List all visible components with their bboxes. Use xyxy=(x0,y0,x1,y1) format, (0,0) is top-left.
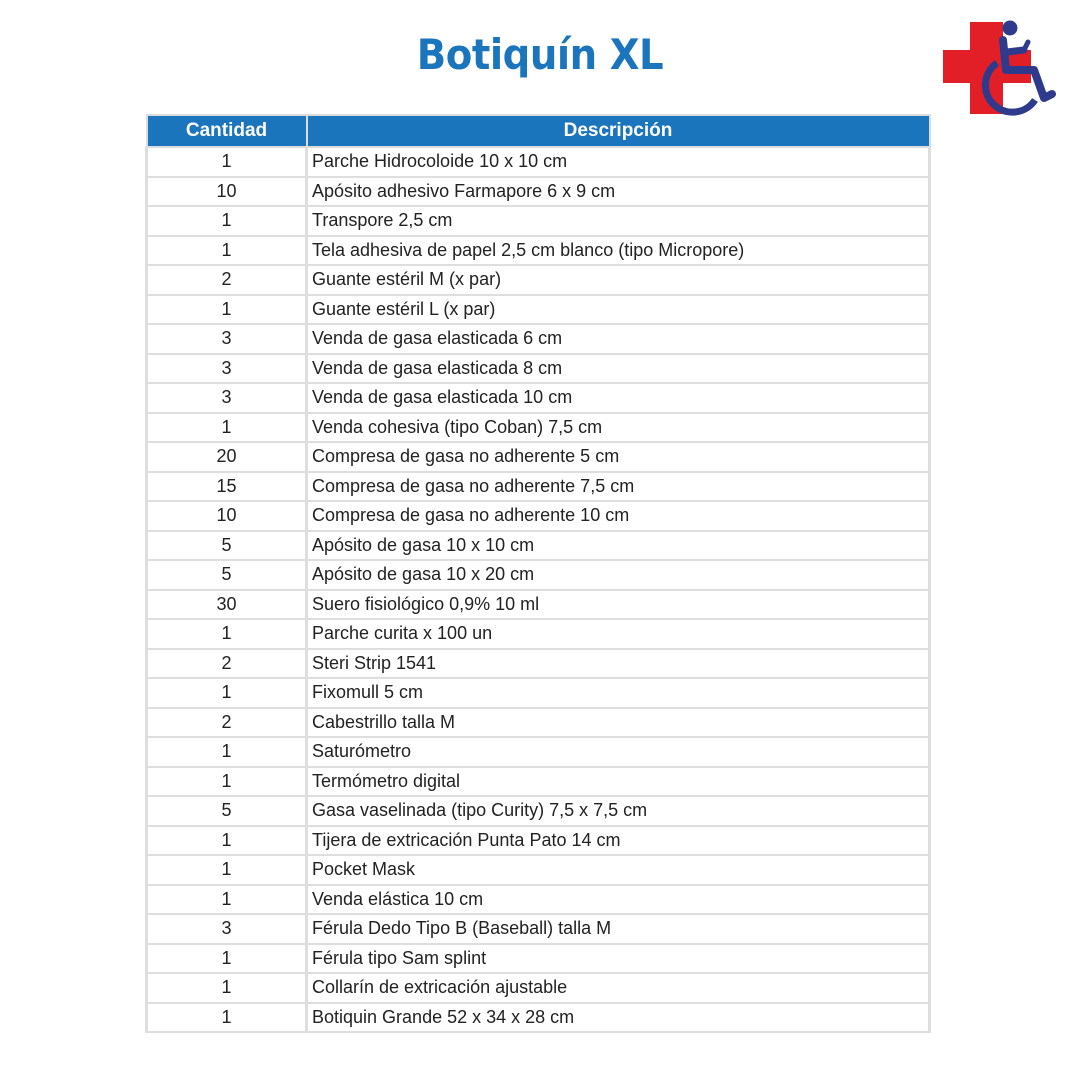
quantity-cell: 1 xyxy=(147,295,307,325)
table-header-row xyxy=(147,115,930,147)
description-cell: Apósito adhesivo Farmapore 6 x 9 cm xyxy=(307,177,930,207)
quantity-cell: 1 xyxy=(147,413,307,443)
quantity-cell: 5 xyxy=(147,531,307,561)
description-cell: Gasa vaselinada (tipo Curity) 7,5 x 7,5 cm xyxy=(307,796,930,826)
table-row xyxy=(147,855,930,885)
quantity-cell: 1 xyxy=(147,236,307,266)
table-row xyxy=(147,236,930,266)
table-row xyxy=(147,324,930,354)
quantity-cell: 5 xyxy=(147,560,307,590)
description-cell: Venda de gasa elasticada 6 cm xyxy=(307,324,930,354)
description-cell: Compresa de gasa no adherente 10 cm xyxy=(307,501,930,531)
description-cell: Suero fisiológico 0,9% 10 ml xyxy=(307,590,930,620)
quantity-cell: 3 xyxy=(147,383,307,413)
quantity-cell: 1 xyxy=(147,147,307,177)
quantity-cell: 1 xyxy=(147,855,307,885)
table-row xyxy=(147,472,930,502)
table-row xyxy=(147,442,930,472)
first-aid-wheelchair-icon xyxy=(940,18,1065,118)
description-cell: Venda elástica 10 cm xyxy=(307,885,930,915)
quantity-cell: 2 xyxy=(147,708,307,738)
description-cell: Parche curita x 100 un xyxy=(307,619,930,649)
quantity-cell: 1 xyxy=(147,885,307,915)
table-row xyxy=(147,560,930,590)
quantity-cell: 15 xyxy=(147,472,307,502)
quantity-cell: 20 xyxy=(147,442,307,472)
table-row xyxy=(147,649,930,679)
table-row xyxy=(147,737,930,767)
column-header-quantity: Cantidad xyxy=(147,115,307,147)
quantity-cell: 3 xyxy=(147,914,307,944)
table-row xyxy=(147,206,930,236)
table-row xyxy=(147,1003,930,1033)
description-cell: Tijera de extricación Punta Pato 14 cm xyxy=(307,826,930,856)
quantity-cell: 3 xyxy=(147,354,307,384)
table-row xyxy=(147,973,930,1003)
table-row xyxy=(147,885,930,915)
table-row xyxy=(147,796,930,826)
quantity-cell: 1 xyxy=(147,1003,307,1033)
description-cell: Parche Hidrocoloide 10 x 10 cm xyxy=(307,147,930,177)
quantity-cell: 1 xyxy=(147,944,307,974)
table-row xyxy=(147,590,930,620)
table-row xyxy=(147,413,930,443)
description-cell: Férula Dedo Tipo B (Baseball) talla M xyxy=(307,914,930,944)
table-row xyxy=(147,678,930,708)
description-cell: Cabestrillo talla M xyxy=(307,708,930,738)
description-cell: Guante estéril M (x par) xyxy=(307,265,930,295)
quantity-cell: 1 xyxy=(147,206,307,236)
table-row xyxy=(147,177,930,207)
description-cell: Pocket Mask xyxy=(307,855,930,885)
quantity-cell: 1 xyxy=(147,678,307,708)
description-cell: Compresa de gasa no adherente 5 cm xyxy=(307,442,930,472)
quantity-cell: 1 xyxy=(147,826,307,856)
quantity-cell: 1 xyxy=(147,973,307,1003)
logo-svg xyxy=(940,18,1065,118)
table-row xyxy=(147,501,930,531)
table-row xyxy=(147,944,930,974)
table-row xyxy=(147,147,930,177)
table-row xyxy=(147,826,930,856)
table-row xyxy=(147,914,930,944)
description-cell: Venda de gasa elasticada 8 cm xyxy=(307,354,930,384)
quantity-cell: 5 xyxy=(147,796,307,826)
description-cell: Venda cohesiva (tipo Coban) 7,5 cm xyxy=(307,413,930,443)
table-row xyxy=(147,295,930,325)
description-cell: Termómetro digital xyxy=(307,767,930,797)
description-cell: Compresa de gasa no adherente 7,5 cm xyxy=(307,472,930,502)
quantity-cell: 1 xyxy=(147,767,307,797)
description-cell: Venda de gasa elasticada 10 cm xyxy=(307,383,930,413)
table-row xyxy=(147,354,930,384)
page-title: Botiquín XL xyxy=(416,30,664,79)
quantity-cell: 10 xyxy=(147,177,307,207)
quantity-cell: 2 xyxy=(147,649,307,679)
quantity-cell: 30 xyxy=(147,590,307,620)
quantity-cell: 10 xyxy=(147,501,307,531)
description-cell: Tela adhesiva de papel 2,5 cm blanco (tipo Micropore) xyxy=(307,236,930,266)
description-cell: Fixomull 5 cm xyxy=(307,678,930,708)
table-row xyxy=(147,767,930,797)
description-cell: Apósito de gasa 10 x 20 cm xyxy=(307,560,930,590)
table-row xyxy=(147,619,930,649)
table-row xyxy=(147,383,930,413)
description-cell: Apósito de gasa 10 x 10 cm xyxy=(307,531,930,561)
table-body xyxy=(147,147,930,1032)
column-header-description: Descripción xyxy=(307,115,930,147)
description-cell: Guante estéril L (x par) xyxy=(307,295,930,325)
quantity-cell: 1 xyxy=(147,737,307,767)
description-cell: Steri Strip 1541 xyxy=(307,649,930,679)
table-row xyxy=(147,708,930,738)
description-cell: Transpore 2,5 cm xyxy=(307,206,930,236)
quantity-cell: 1 xyxy=(147,619,307,649)
description-cell: Férula tipo Sam splint xyxy=(307,944,930,974)
quantity-cell: 3 xyxy=(147,324,307,354)
description-cell: Botiquin Grande 52 x 34 x 28 cm xyxy=(307,1003,930,1033)
table-row xyxy=(147,265,930,295)
inventory-table xyxy=(145,114,931,1033)
table-row xyxy=(147,531,930,561)
quantity-cell: 2 xyxy=(147,265,307,295)
description-cell: Collarín de extricación ajustable xyxy=(307,973,930,1003)
description-cell: Saturómetro xyxy=(307,737,930,767)
